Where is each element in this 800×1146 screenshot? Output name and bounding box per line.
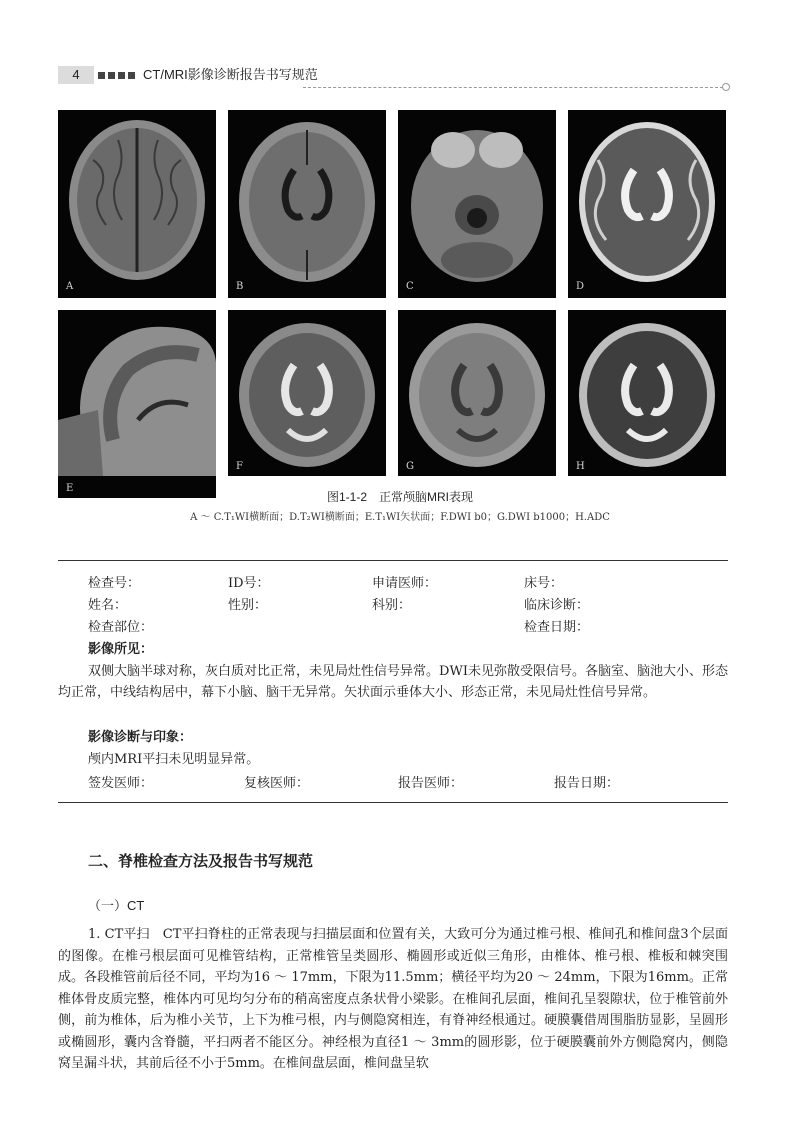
- section-heading: 二、脊椎检查方法及报告书写规范: [88, 852, 314, 870]
- findings-heading: 影像所见：: [88, 642, 154, 657]
- subsection-heading: （一）CT: [88, 898, 145, 913]
- exam-no-label: 检查号：: [88, 576, 141, 591]
- figure-title: 图1-1-2 正常颅脑MRI表现: [326, 490, 473, 504]
- panel-label: E: [66, 483, 74, 494]
- mri-panel-f: [228, 310, 386, 476]
- bed-no-label: 床号：: [524, 576, 564, 591]
- findings-text: 双侧大脑半球对称，灰白质对比正常，未见局灶性信号异常。DWI未见弥散受限信号。各脑室、脑池大小、形态均正常，中线结构居中，幕下小脑、脑干无异常。矢状面示垂体大小、形态正常，未见局灶性信号异常。: [58, 664, 728, 700]
- panel-label: G: [406, 461, 414, 472]
- mri-panel-h: [568, 310, 726, 476]
- report-top-divider: [58, 560, 728, 561]
- sex-label: 性别：: [228, 598, 268, 613]
- panel-label: B: [236, 281, 244, 292]
- report-bottom-divider: [58, 802, 728, 803]
- mri-panel-b: [228, 110, 386, 298]
- mri-panel-e: [58, 310, 216, 498]
- page-number: 4: [58, 66, 94, 84]
- square-icon: [128, 72, 135, 79]
- name-label: 姓名：: [88, 598, 128, 613]
- mri-panel-c: [398, 110, 556, 298]
- exam-date-label: 检查日期：: [524, 620, 590, 635]
- section-paragraph: 1. CT平扫 CT平扫脊柱的正常表现与扫描层面和位置有关，大致可分为通过椎弓根、椎间孔和椎间盘3个层面的图像。在椎弓根层面可见椎管结构，正常椎管呈类圆形、椭圆形或近似三角形，由椎体、椎弓根、椎板和棘突围成。各段椎管前后径不同，平均为16 ～ 17mm，下限为11.5mm；横径平均为20 ～ 24mm，下限为16mm。正常椎体骨皮质完整，椎体内可见均匀分布的稍高密度点条状骨小梁影。在椎间孔层面，椎间孔呈裂隙状，位于椎管前外侧，前为椎体，后为椎小关节，上下为椎弓根，内与侧隐窝相连，有脊神经根通过。硬膜囊借周围脂肪显影，呈圆形或椭圆形，囊内含脊髓，平扫两者不能区分。神经根为直径1 ～ 3mm的圆形影，位于硬膜囊前外方侧隐窝内，侧隐窝呈漏斗状，其前后径不小于5mm。在椎间盘层面，椎间盘呈软: [58, 927, 728, 1071]
- figure-subtitle: A ～ C.T₁WI横断面；D.T₂WI横断面；E.T₁WI矢状面；F.DWI b0；G.DWI b1000；H.ADC: [190, 512, 610, 523]
- requesting-doctor-label: 申请医师：: [372, 576, 438, 591]
- square-icon: [98, 72, 105, 79]
- id-no-label: ID号：: [228, 576, 270, 591]
- panel-label: H: [576, 461, 585, 472]
- panel-label: C: [406, 281, 414, 292]
- mri-panel-a: [58, 110, 216, 298]
- clinical-diagnosis-label: 临床诊断：: [524, 598, 590, 613]
- panel-label: D: [576, 281, 585, 292]
- running-header: [58, 66, 728, 88]
- square-icon: [118, 72, 125, 79]
- impression-text: 颅内MRI平扫未见明显异常。: [88, 752, 260, 767]
- impression-heading: 影像诊断与印象：: [88, 730, 193, 745]
- reporting-doctor-label: 报告医师：: [398, 776, 464, 791]
- circle-icon: [722, 83, 730, 91]
- square-icon: [108, 72, 115, 79]
- mri-panel-g: [398, 310, 556, 476]
- panel-label: A: [66, 281, 74, 292]
- reviewing-doctor-label: 复核医师：: [244, 776, 310, 791]
- header-divider: [303, 87, 723, 88]
- report-date-label: 报告日期：: [554, 776, 620, 791]
- running-title: CT/MRI影像诊断报告书写规范: [143, 67, 318, 82]
- exam-site-label: 检查部位：: [88, 620, 154, 635]
- issuing-doctor-label: 签发医师：: [88, 776, 154, 791]
- department-label: 科别：: [372, 598, 412, 613]
- mri-panel-d: [568, 110, 726, 298]
- panel-label: F: [236, 461, 243, 472]
